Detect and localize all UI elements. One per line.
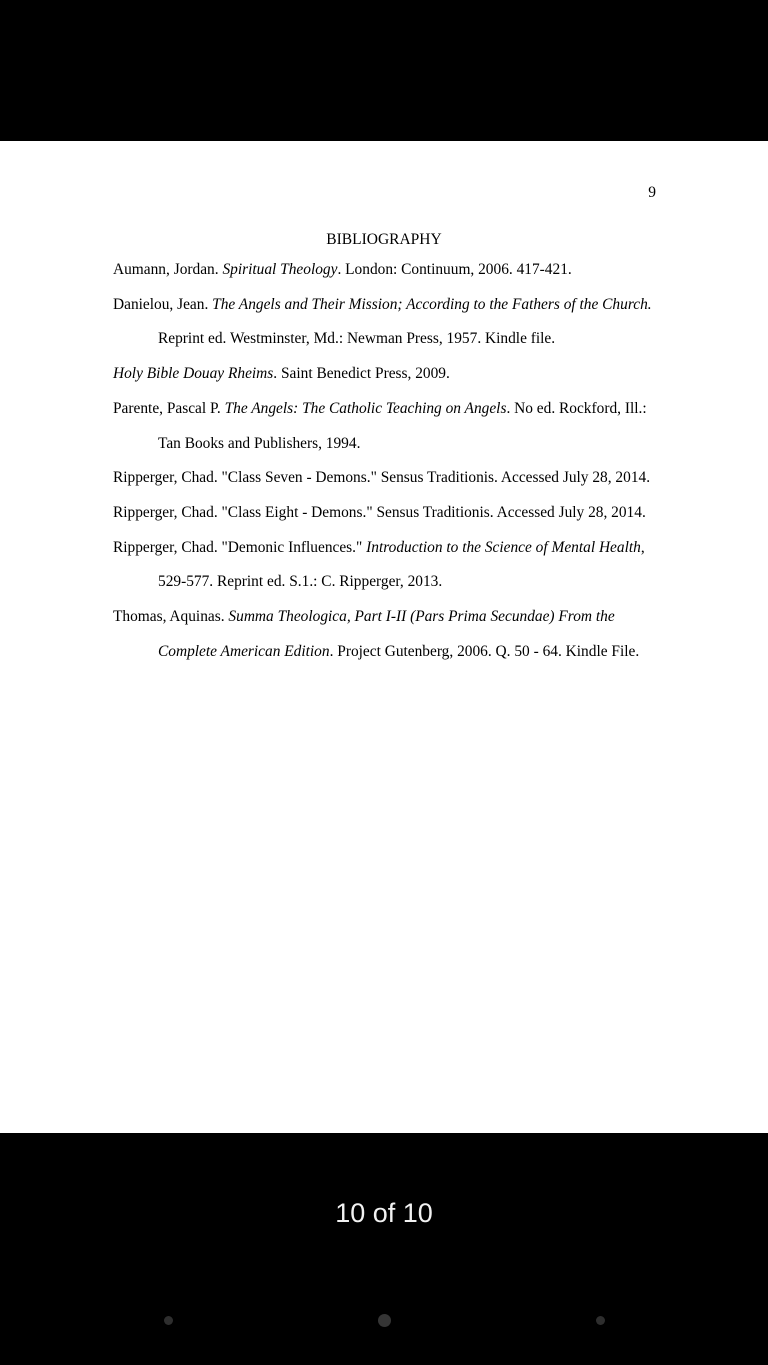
- bibliography-line: Thomas, Aquinas. Summa Theologica, Part I-II (Pars Prima Secundae) From the: [113, 608, 615, 626]
- bibliography-line: Holy Bible Douay Rheims. Saint Benedict Press, 2009.: [113, 365, 450, 383]
- page-number: 9: [648, 184, 656, 201]
- bibliography: [113, 253, 661, 669]
- bibliography-entry: [113, 531, 661, 600]
- home-dim-dot-icon: [378, 1314, 391, 1327]
- nav-back-button[interactable]: [144, 1296, 192, 1344]
- android-nav-bar: [0, 1296, 768, 1365]
- bibliography-entry: [113, 288, 661, 357]
- bibliography-entry: [113, 600, 661, 669]
- back-dim-dot-icon: [164, 1316, 173, 1325]
- bibliography-entry: [113, 496, 661, 531]
- bibliography-line: Ripperger, Chad. "Class Seven - Demons." Sensus Traditionis. Accessed July 28, 2014.: [113, 469, 651, 487]
- bibliography-line: Parente, Pascal P. The Angels: The Catholic Teaching on Angels. No ed. Rockford, Ill.:: [113, 399, 647, 417]
- document-page[interactable]: [0, 141, 768, 1133]
- bibliography-line: Danielou, Jean. The Angels and Their Mission; According to the Fathers of the Church.: [113, 295, 652, 313]
- reader-footer: [0, 1133, 768, 1365]
- bibliography-entry: [113, 357, 661, 392]
- bibliography-line: 529-577. Reprint ed. S.1.: C. Ripperger, 2013.: [158, 573, 443, 591]
- bibliography-heading: BIBLIOGRAPHY: [326, 231, 442, 248]
- bibliography-entry: [113, 392, 661, 461]
- bibliography-line: Ripperger, Chad. "Class Eight - Demons." Sensus Traditionis. Accessed July 28, 2014.: [113, 503, 646, 521]
- page-position-indicator: 10 of 10: [335, 1198, 433, 1228]
- bibliography-line: Aumann, Jordan. Spiritual Theology. London: Continuum, 2006. 417-421.: [113, 261, 572, 278]
- bibliography-line: Complete American Edition. Project Gutenberg, 2006. Q. 50 - 64. Kindle File.: [158, 642, 640, 660]
- bibliography-entry: [113, 461, 661, 496]
- nav-recents-button[interactable]: [576, 1296, 624, 1344]
- nav-home-button[interactable]: [360, 1296, 408, 1344]
- bibliography-line: Ripperger, Chad. "Demonic Influences." Introduction to the Science of Mental Health,: [113, 538, 645, 556]
- top-letterbox: [0, 0, 768, 141]
- bibliography-line: Reprint ed. Westminster, Md.: Newman Press, 1957. Kindle file.: [158, 330, 556, 348]
- recents-dim-dot-icon: [596, 1316, 605, 1325]
- bibliography-entry: [113, 253, 661, 288]
- bibliography-line: Tan Books and Publishers, 1994.: [158, 434, 361, 452]
